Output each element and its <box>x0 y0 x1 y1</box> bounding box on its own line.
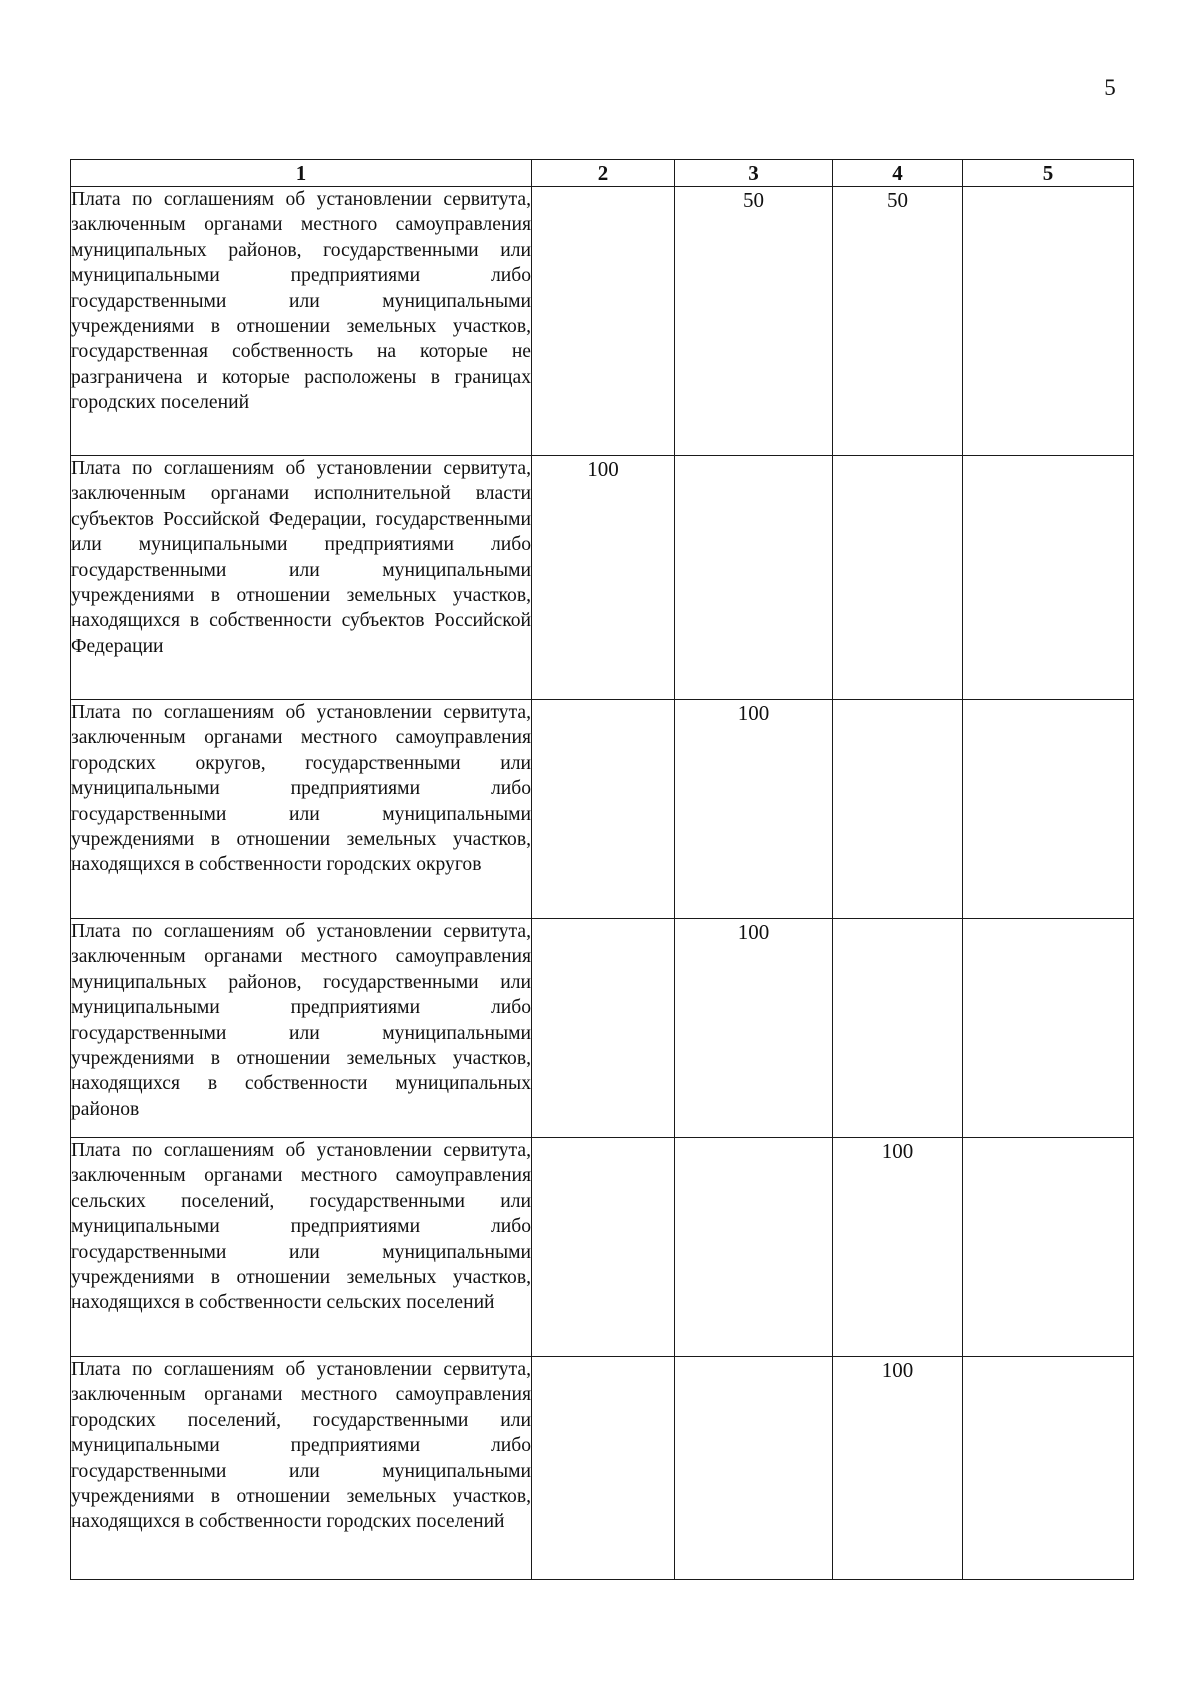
column-header-5: 5 <box>963 160 1134 187</box>
cell-col-4: 100 <box>833 1138 963 1357</box>
cell-col-5 <box>963 1138 1134 1357</box>
cell-col-3: 100 <box>675 700 833 919</box>
cell-col-4 <box>833 700 963 919</box>
column-header-4: 4 <box>833 160 963 187</box>
row-description: Плата по соглашениям об установлении сервитута, заключенным органами местного самоуправления городских округов, государственными или муниципальными предприятиями либо государственными или муниципальными учреждениями в отношении земельных участков, находящихся в собственности городских округов <box>71 700 532 919</box>
cell-col-5 <box>963 919 1134 1138</box>
cell-col-5 <box>963 456 1134 700</box>
cell-col-3: 100 <box>675 919 833 1138</box>
cell-col-2 <box>532 187 675 456</box>
cell-col-3: 50 <box>675 187 833 456</box>
row-description: Плата по соглашениям об установлении сервитута, заключенным органами местного самоуправления сельских поселений, государственными или муниципальными предприятиями либо государственными или муниципальными учреждениями в отношении земельных участков, находящихся в собственности сельских поселений <box>71 1138 532 1357</box>
cell-col-3 <box>675 1357 833 1580</box>
row-description: Плата по соглашениям об установлении сервитута, заключенным органами местного самоуправления муниципальных районов, государственными или муниципальными предприятиями либо государственными или муниципальными учреждениями в отношении земельных участков, находящихся в собственности муниципальных районов <box>71 919 532 1138</box>
cell-col-2 <box>532 1357 675 1580</box>
column-header-1: 1 <box>71 160 532 187</box>
cell-col-2 <box>532 700 675 919</box>
row-description: Плата по соглашениям об установлении сервитута, заключенным органами местного самоуправления городских поселений, государственными или муниципальными предприятиями либо государственными или муниципальными учреждениями в отношении земельных участков, находящихся в собственности городских поселений <box>71 1357 532 1580</box>
table-row <box>71 187 1134 456</box>
cell-col-4: 100 <box>833 1357 963 1580</box>
cell-col-4: 50 <box>833 187 963 456</box>
table-row <box>71 1357 1134 1580</box>
cell-col-3 <box>675 1138 833 1357</box>
page-number: 5 <box>1104 75 1116 100</box>
table-row <box>71 1138 1134 1357</box>
cell-col-5 <box>963 700 1134 919</box>
cell-col-2 <box>532 919 675 1138</box>
table-row <box>71 456 1134 700</box>
table-row <box>71 700 1134 919</box>
column-header-2: 2 <box>532 160 675 187</box>
cell-col-4 <box>833 456 963 700</box>
row-description: Плата по соглашениям об установлении сервитута, заключенным органами местного самоуправления муниципальных районов, государственными или муниципальными предприятиями либо государственными или муниципальными учреждениями в отношении земельных участков, государственная собственность на которые не разграничена и которые расположены в границах городских поселений <box>71 187 532 456</box>
cell-col-5 <box>963 1357 1134 1580</box>
table-row <box>71 919 1134 1138</box>
column-header-3: 3 <box>675 160 833 187</box>
cell-col-3 <box>675 456 833 700</box>
cell-col-2: 100 <box>532 456 675 700</box>
table-header-row <box>71 160 1134 187</box>
cell-col-5 <box>963 187 1134 456</box>
cell-col-2 <box>532 1138 675 1357</box>
revenue-distribution-table <box>70 159 1134 1580</box>
cell-col-4 <box>833 919 963 1138</box>
row-description: Плата по соглашениям об установлении сервитута, заключенным органами исполнительной власти субъектов Российской Федерации, государственными или муниципальными предприятиями либо государственными или муниципальными учреждениями в отношении земельных участков, находящихся в собственности субъектов Российской Федерации <box>71 456 532 700</box>
